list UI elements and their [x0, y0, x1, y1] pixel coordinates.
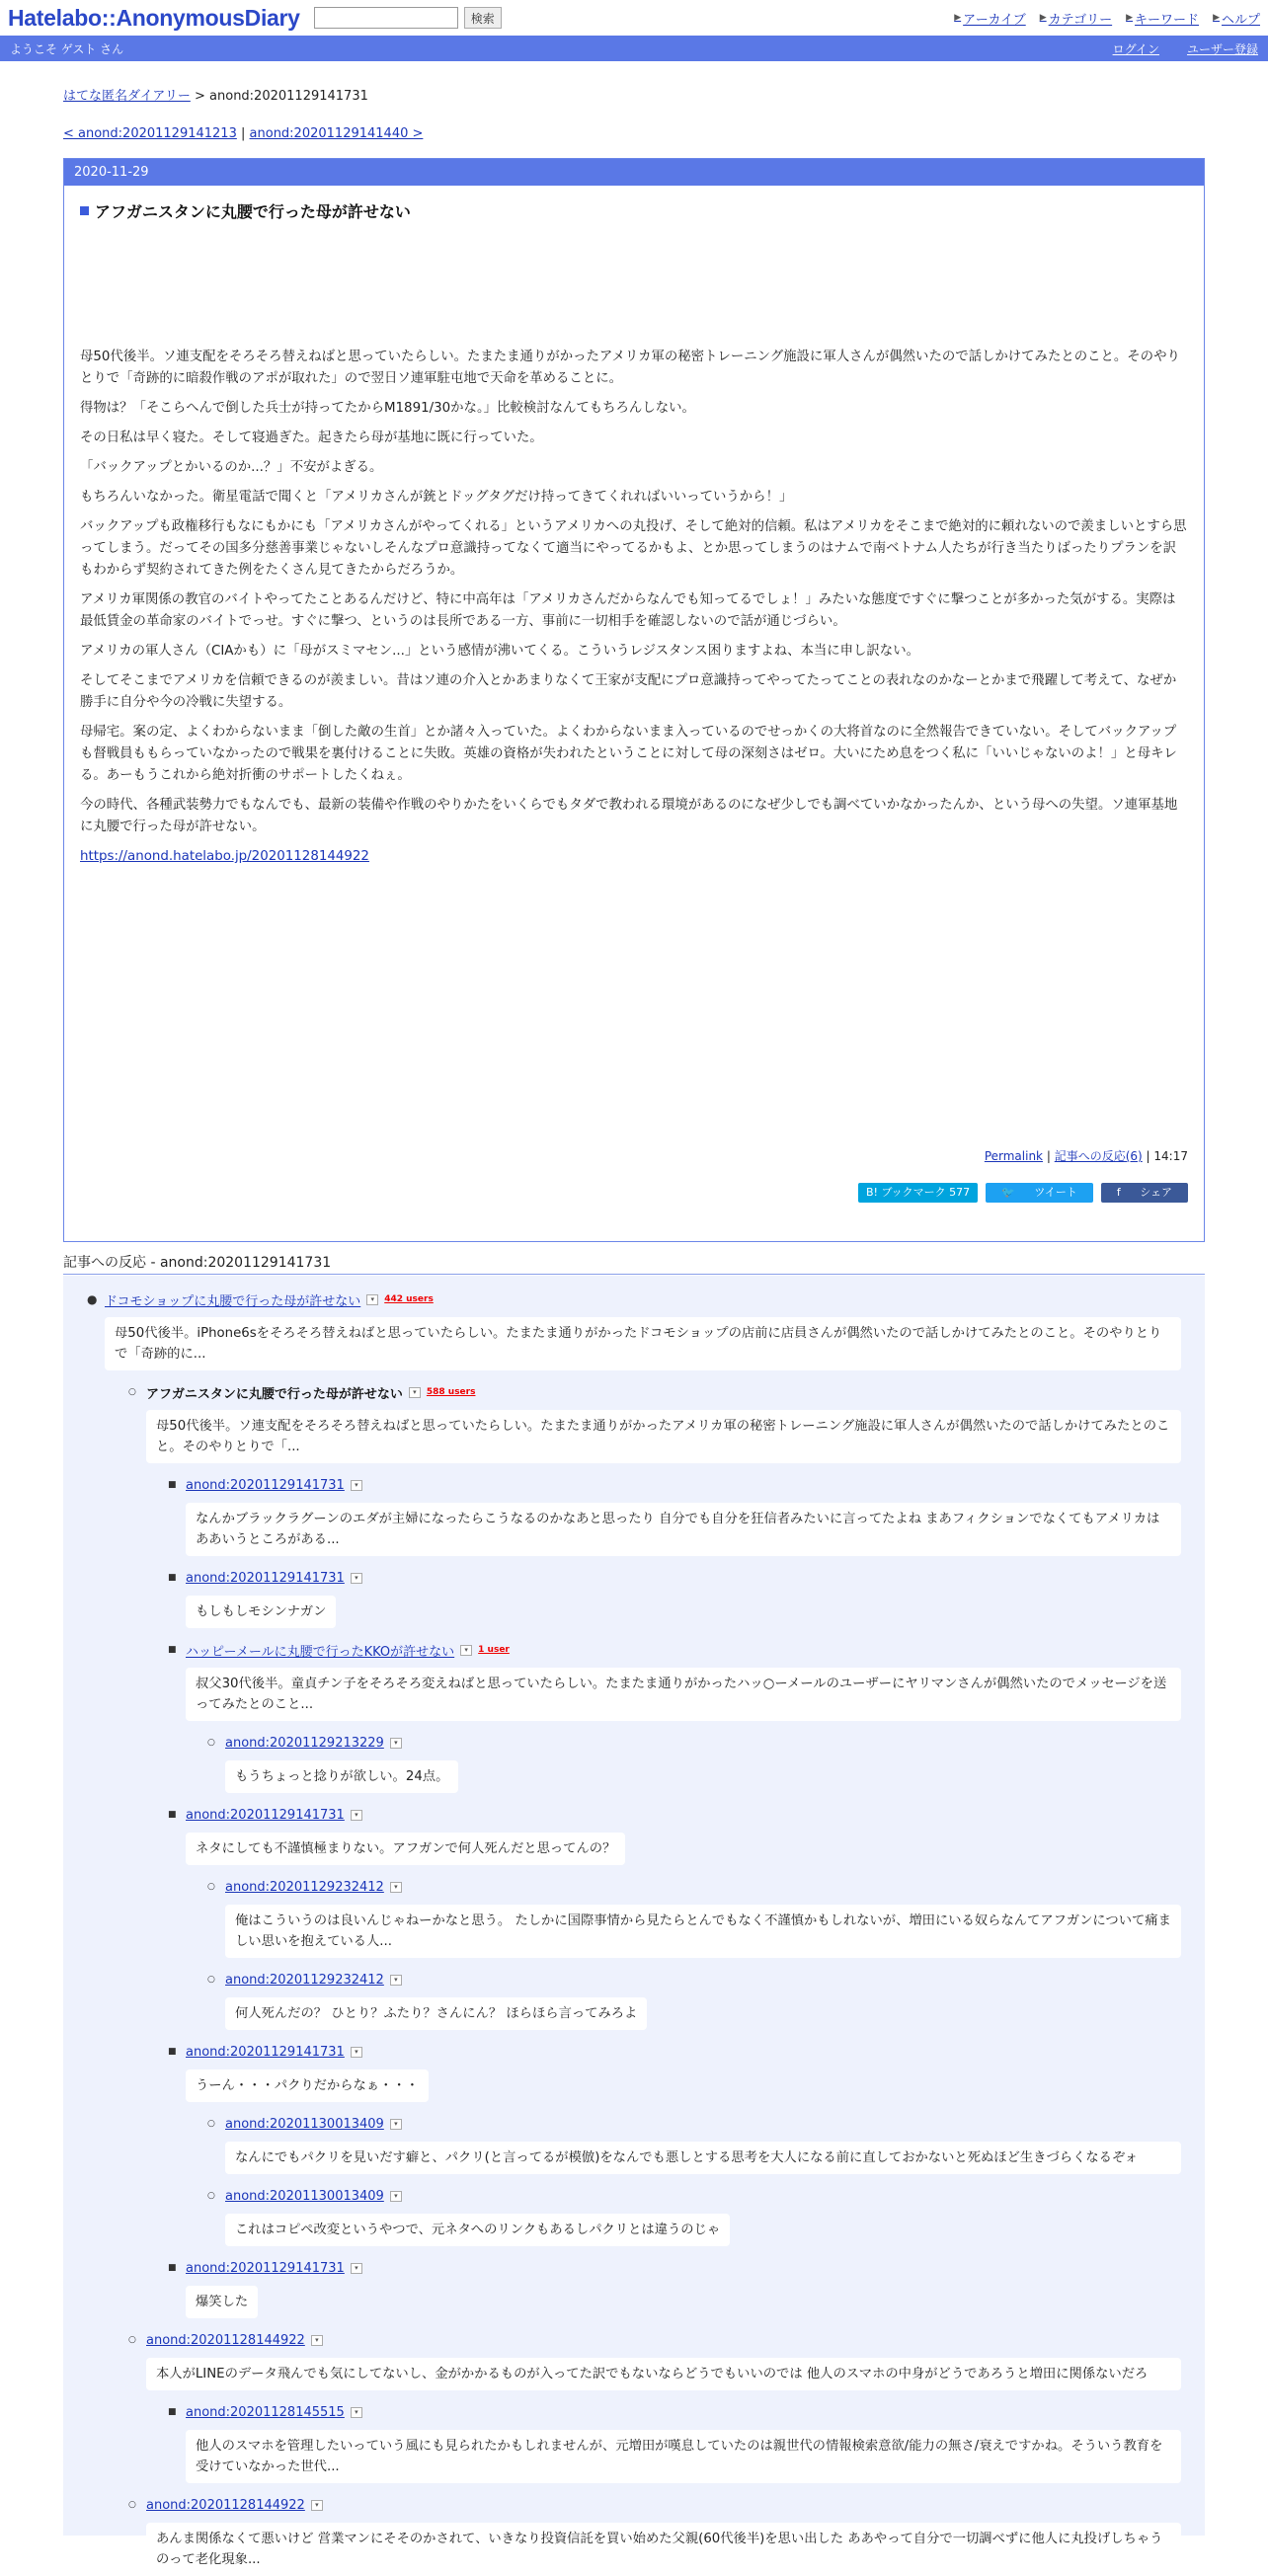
nav-help[interactable] — [1213, 9, 1260, 28]
reaction-link[interactable]: anond:20201129232412 — [225, 1972, 384, 1988]
entry-title — [80, 199, 1188, 222]
arrow-right-icon: ▶ — [954, 13, 962, 23]
hatena-bookmark-button[interactable]: B! ブックマーク 577 — [858, 1183, 978, 1203]
entry-paragraph: 「バックアップとかいるのか...？」不安がよぎる。 — [80, 460, 383, 475]
expand-toggle-icon[interactable]: ▾ — [311, 2500, 323, 2511]
reaction-node — [168, 1640, 1205, 1721]
bullet-icon: ○ — [128, 1387, 136, 1397]
expand-toggle-icon[interactable]: ▾ — [351, 1810, 362, 1821]
bullet-icon: ● — [87, 1292, 98, 1306]
prev-entry-link[interactable]: < anond:20201129141213 — [63, 126, 237, 141]
bullet-icon: ○ — [207, 2191, 215, 2201]
reaction-excerpt: これはコピペ改変というやつで、元ネタへのリンクもあるしパクリとは違うのじゃ — [225, 2214, 730, 2246]
reaction-node — [128, 1382, 1205, 1463]
reaction-link[interactable]: anond:20201129141731 — [186, 2044, 345, 2060]
search-button[interactable]: 検索 — [464, 7, 502, 29]
welcome-bar — [0, 36, 1268, 61]
header-nav — [954, 9, 1260, 28]
reaction-node — [168, 1475, 1205, 1556]
reaction-link[interactable]: anond:20201130013409 — [225, 2116, 384, 2132]
bullet-icon: ■ — [168, 1480, 177, 1490]
bullet-icon: ○ — [128, 2500, 136, 2510]
reaction-node — [168, 1805, 1205, 1865]
reaction-excerpt: 何人死んだの？ ひとり？ふたり？さんにん？ ほらほら言ってみろよ — [225, 1997, 647, 2030]
site-logo[interactable]: Hatelabo::AnonymousDiary — [8, 4, 300, 31]
bullet-icon: ■ — [168, 2263, 177, 2273]
expand-toggle-icon[interactable]: ▾ — [460, 1645, 472, 1656]
expand-toggle-icon[interactable]: ▾ — [351, 2407, 362, 2418]
expand-toggle-icon[interactable]: ▾ — [390, 2191, 402, 2202]
bullet-icon: ■ — [168, 2047, 177, 2057]
reaction-node — [207, 1877, 1205, 1958]
reaction-node — [168, 2042, 1205, 2102]
bullet-icon: ○ — [207, 1738, 215, 1748]
reaction-title: アフガニスタンに丸腰で行った母が許せない — [146, 1386, 403, 1402]
entry-paragraph: バックアップも政権移行もなにもかにも「アメリカさんがやってくれる」というアメリカへの丸投げ、そして絶対的信頼。私はアメリカをそこまで絶対的に頼れないので羨ましいとすら思ってしまう。だってその国多分慈善事業じゃないしそんなプロ意識持ってなくて適当にやってるかもよ、とか思ってしまうのはナムで南ベトナム人たちが行き当たりばったりプランを訳もわからず契約されてきた例をたくさん見てきたからだろうか。 — [80, 519, 1187, 578]
reaction-excerpt: 母50代後半。iPhone6sをそろそろ替えねばと思っていたらしい。たまたま通りがかったドコモショップの店前に店員さんが偶然いたので話しかけてみたとのこと。そのやりとりで「奇跡的に... — [105, 1317, 1181, 1370]
next-entry-link[interactable]: anond:20201129141440 > — [249, 126, 424, 141]
bullet-icon: ■ — [168, 1645, 177, 1655]
reaction-link[interactable]: anond:20201129213229 — [225, 1735, 384, 1751]
facebook-share-button[interactable] — [1101, 1183, 1188, 1203]
diary-entry — [63, 158, 1205, 1242]
bullet-icon: ○ — [207, 1882, 215, 1892]
reaction-excerpt: なんかブラックラグーンのエダが主婦になったらこうなるのかなあと思ったり 自分でも自分を狂信者みたいに言ってたよね まあフィクションでなくてもアメリカはああいうところがある... — [186, 1503, 1181, 1556]
pager-sep: | — [241, 126, 246, 141]
expand-toggle-icon[interactable]: ▾ — [351, 1480, 362, 1491]
nav-keyword-label: キーワード — [1135, 12, 1200, 28]
entry-body — [80, 347, 1188, 868]
entry-footer — [985, 1147, 1188, 1164]
reaction-excerpt: 母50代後半。ソ連支配をそろそろ替えねばと思っていたらしい。たまたま通りがかったアメリカ軍の秘密トレーニング施設に軍人さんが偶然いたので話しかけてみたとのこと。そのやりとりで「... — [146, 1410, 1181, 1463]
nav-archive[interactable] — [954, 9, 1026, 28]
nav-keyword[interactable] — [1126, 9, 1199, 28]
entry-paragraph: アメリカ軍関係の教官のバイトやってたことあるんだけど、特に中高年は「アメリカさんだからなんでも知ってるでしょ！」みたいな態度ですぐに撃つことが多かった気がする。実際は最低賃金の革命家のバイトでっせ。すぐに撃つ、というのは長所である一方、事前に一切相手を確認しないので話が通じづらい。 — [80, 592, 1176, 629]
reactions-title: 記事への反応 - anond:20201129141731 — [63, 1252, 1205, 1275]
reaction-link[interactable]: anond:20201129141731 — [186, 1570, 345, 1586]
bullet-icon: ○ — [207, 2119, 215, 2129]
share-buttons — [858, 1183, 1188, 1203]
reaction-excerpt: あんま関係なくて悪いけど 営業マンにそそのかされて、いきなり投資信託を買い始めた父親(60代後半)を思い出した ああやって自分で一切調べずに他人に丸投げしちゃうのって老化現象... — [146, 2523, 1181, 2576]
reaction-excerpt: なんにでもパクリを見いだす癖と、パクリ(と言ってるが模倣)をなんでも悪しとする思考を大人になる前に直しておかないと死ぬほど生きづらくなるぞォ — [225, 2142, 1181, 2174]
entry-paragraph: もちろんいなかった。衛星電話で聞くと「アメリカさんが銃とドッグタグだけ持ってきてくれればいいっていうから！」 — [80, 490, 793, 505]
reaction-link[interactable]: anond:20201130013409 — [225, 2188, 384, 2204]
arrow-right-icon: ▶ — [1039, 13, 1047, 23]
nav-category[interactable] — [1040, 9, 1112, 28]
bookmark-users-badge[interactable]: 442 users — [384, 1294, 434, 1304]
tweet-button[interactable] — [986, 1183, 1093, 1203]
expand-toggle-icon[interactable]: ▾ — [409, 1387, 421, 1398]
reaction-link[interactable]: anond:20201129141731 — [186, 1477, 345, 1493]
reaction-node — [128, 2495, 1205, 2576]
search-input[interactable] — [314, 7, 458, 29]
tweet-label: ツイート — [1034, 1186, 1077, 1199]
entry-title-text: アフガニスタンに丸腰で行った母が許せない — [95, 202, 411, 221]
expand-toggle-icon[interactable]: ▾ — [351, 2047, 362, 2058]
reaction-node — [207, 2186, 1205, 2246]
reaction-excerpt: 叔父30代後半。童貞チン子をそろそろ変えねばと思っていたらしい。たまたま通りがかったハッ○ーメールのユーザーにヤリマンさんが偶然いたのでメッセージを送ってみたとのこと... — [186, 1668, 1181, 1721]
entry-time: | 14:17 — [1146, 1149, 1188, 1163]
reaction-node — [168, 2258, 1205, 2318]
arrow-right-icon: ▶ — [1126, 13, 1134, 23]
reaction-node — [168, 2402, 1205, 2483]
facebook-icon: f — [1116, 1186, 1125, 1199]
entry-paragraph: その日私は早く寝た。そして寝過ぎた。起きたら母が基地に既に行っていた。 — [80, 430, 543, 445]
bullet-icon: ■ — [168, 1573, 177, 1583]
nav-category-label: カテゴリー — [1048, 12, 1113, 28]
entry-paragraph: 母帰宅。案の定、よくわからないまま「倒した敵の生首」とか諸々入っていた。よくわからないまま入っているのでせっかくの大将首なのに全然報告できていない。そしてバックアップも督戦員ももらっていなかったので戦果を裏付けることに失敗。英雄の資格が失われたということに対して母の深刻さはゼロ。大いにため息をつく私に「いいじゃないのよ！」と母キレる。あーもうこれから絶対折衝のサポートしたくねぇ。 — [80, 725, 1177, 783]
breadcrumb-home[interactable]: はてな匿名ダイアリー — [63, 89, 191, 104]
reaction-excerpt: 本人がLINEのデータ飛んでも気にしてないし、金がかかるものが入ってた訳でもないならどうでもいいのでは 他人のスマホの中身がどうであろうと増田に関係ないだろ — [146, 2358, 1181, 2390]
site-header — [0, 0, 1268, 36]
entry-paragraph: アメリカの軍人さん（CIAかも）に「母がスミマセン...」という感情が沸いてくる。こういうレジスタンス困りますよね、本当に申し訳ない。 — [80, 644, 919, 659]
reactions-link[interactable]: 記事への反応(6) — [1054, 1149, 1143, 1163]
expand-toggle-icon[interactable]: ▾ — [390, 2119, 402, 2130]
reaction-excerpt: もうちょっと捻りが欲しい。24点。 — [225, 1760, 458, 1793]
entry-paragraph: 母50代後半。ソ連支配をそろそろ替えねばと思っていたらしい。たまたま通りがかったアメリカ軍の秘密トレーニング施設に軍人さんが偶然いたので話しかけてみたとのこと。そのやりとりで「奇跡的に暗殺作戦のアポが取れた」ので翌日ソ連軍駐屯地で天命を革めることに。 — [80, 350, 1180, 386]
welcome-text: ようこそ ゲスト さん — [10, 41, 124, 56]
expand-toggle-icon[interactable]: ▾ — [390, 1738, 402, 1749]
breadcrumb — [63, 85, 1205, 104]
footer-sep: | — [1046, 1149, 1051, 1163]
login-link[interactable]: ログイン — [1112, 41, 1159, 56]
reaction-node — [207, 1733, 1205, 1793]
reaction-excerpt: 他人のスマホを管理したいっていう風にも見られたかもしれませんが、元増田が嘆息していたのは親世代の情報検索意欲/能力の無さ/衰えですかね。そういう教育を受けていなかった世代... — [186, 2430, 1181, 2483]
nav-help-label: ヘルプ — [1221, 12, 1260, 28]
expand-toggle-icon[interactable]: ▾ — [366, 1294, 378, 1305]
reaction-excerpt: うーん・・・パクりだからなぁ・・・ — [186, 2069, 429, 2102]
bullet-icon: ○ — [207, 1975, 215, 1985]
nav-archive-label: アーカイブ — [963, 12, 1026, 28]
reaction-node — [207, 1970, 1205, 2030]
bullet-icon: ■ — [168, 2407, 177, 2417]
reaction-excerpt: ネタにしても不謹慎極まりない。アフガンで何人死んだと思ってんの？ — [186, 1833, 625, 1865]
bullet-icon: ■ — [168, 1810, 177, 1820]
entry-paragraph: そしてそこまでアメリカを信頼できるのが羨ましい。昔はソ連の介入とかあまりなくて王家が支配にプロ意識持ってやってたってことの表れなのかなーとかまで飛躍して考えて、なぜか勝手に自分や今の冷戦に失望する。 — [80, 673, 1177, 710]
reaction-node — [87, 1289, 1205, 1370]
reaction-node — [207, 2114, 1205, 2174]
expand-toggle-icon[interactable]: ▾ — [311, 2335, 323, 2346]
reaction-link[interactable]: anond:20201129141731 — [186, 2260, 345, 2276]
reaction-excerpt: 俺はこういうのは良いんじゃねーかなと思う。 たしかに国際事情から見たらとんでもなく不謹慎かもしれないが、増田にいる奴らなんてアフガンについて痛ましい思いを抱えている人... — [225, 1905, 1181, 1958]
breadcrumb-current: anond:20201129141731 — [209, 89, 368, 104]
reactions-tree — [63, 1276, 1205, 2567]
reaction-link[interactable]: anond:20201128145515 — [186, 2404, 345, 2420]
bullet-icon: ○ — [128, 2335, 136, 2345]
reaction-link[interactable]: ハッピーメールに丸腰で行ったKKOが許せない — [186, 1644, 455, 1660]
reaction-link[interactable]: anond:20201128144922 — [146, 2497, 305, 2513]
reaction-node — [168, 1568, 1205, 1628]
expand-toggle-icon[interactable]: ▾ — [390, 1975, 402, 1986]
reaction-link[interactable]: ドコモショップに丸腰で行った母が許せない — [105, 1293, 361, 1309]
bookmark-users-badge[interactable]: 1 user — [478, 1645, 510, 1655]
reaction-link[interactable]: anond:20201129141731 — [186, 1807, 345, 1823]
reaction-link[interactable]: anond:20201128144922 — [146, 2332, 305, 2348]
entry-paragraph: 今の時代、各種武装勢力でもなんでも、最新の装備や作戦のやりかたをいくらでもタダで教われる環境があるのになぜ少しでも調べていかなかったんか、という母への失望。ソ連軍基地に丸腰で行った母が許せない。 — [80, 798, 1178, 834]
reaction-link[interactable]: anond:20201129232412 — [225, 1879, 384, 1895]
entry-pager — [63, 126, 1205, 141]
reaction-excerpt: 爆笑した — [186, 2286, 258, 2318]
expand-toggle-icon[interactable]: ▾ — [390, 1882, 402, 1893]
entry-paragraph: 得物は？「そこらへんで倒した兵士が持ってたからM1891/30かな。」比較検討なんてもちろんしない。 — [80, 401, 695, 416]
breadcrumb-sep: > — [194, 89, 205, 104]
arrow-right-icon: ▶ — [1213, 13, 1220, 23]
reaction-node — [128, 2330, 1205, 2390]
entry-date: 2020-11-29 — [64, 159, 1204, 186]
source-link[interactable]: https://anond.hatelabo.jp/20201128144922 — [80, 849, 369, 864]
expand-toggle-icon[interactable]: ▾ — [351, 1573, 362, 1584]
facebook-label: シェア — [1140, 1186, 1172, 1199]
bookmark-users-badge[interactable]: 588 users — [426, 1387, 476, 1397]
permalink[interactable]: Permalink — [984, 1149, 1044, 1163]
reaction-excerpt: もしもしモシンナガン — [186, 1596, 336, 1628]
twitter-icon: 🐦 — [1001, 1186, 1019, 1199]
square-icon[interactable] — [80, 206, 89, 215]
register-link[interactable]: ユーザー登録 — [1186, 41, 1258, 56]
expand-toggle-icon[interactable]: ▾ — [351, 2263, 362, 2274]
